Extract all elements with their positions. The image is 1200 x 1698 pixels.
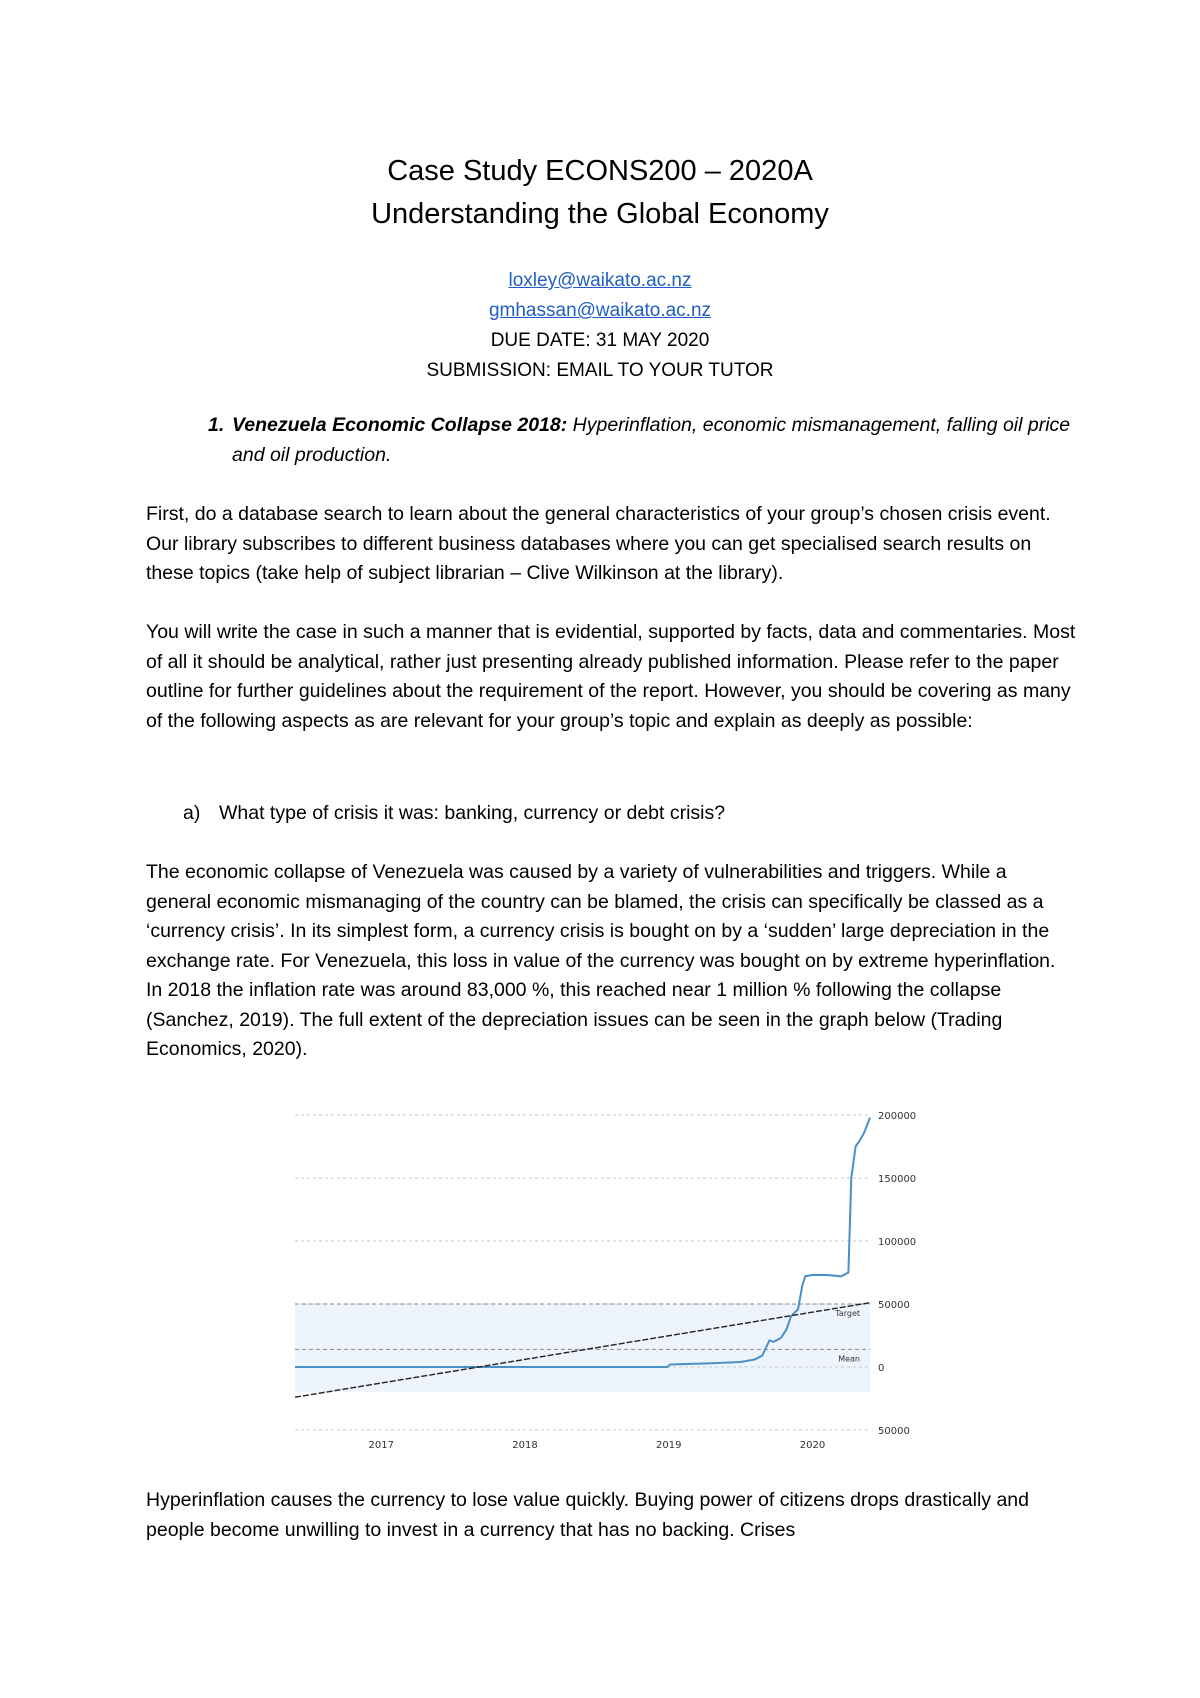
chart-y-tick-label: 50000 [878,1426,910,1437]
chart-y-tick-label: 200000 [878,1111,917,1122]
paragraph-hyperinflation: Hyperinflation causes the currency to lose value quickly. Buying power of citizens drops drastically and people become unwilling to invest in a currency that has no backing. Crises [146,1489,1029,1541]
chart-y-tick-label: 50000 [878,1300,910,1311]
paragraph-currency-crisis: The economic collapse of Venezuela was caused by a variety of vulnerabilities and triggers. While a general economic mismanaging of the country can be blamed, the crisis can specifically be classed as a ‘currency crisis’. In its simplest form, a currency crisis is bought on by a ‘sudden’ large depreciation in the exchange rate. For Venezuela, this loss in value of the currency was bought on by extreme hyperinflation. In 2018 the inflation rate was around 83,000 %, this reached near 1 million % following the collapse (Sanchez, 2019). The full extent of the depreciation issues can be seen in the graph below (Trading Economics, 2020). [146,861,1056,1060]
chart-x-tick-label: 2018 [512,1440,538,1451]
question-1-topic: Venezuela Economic Collapse 2018: [232,414,568,436]
chart-reference-label: Mean [838,1354,860,1364]
email-link-loxley[interactable]: loxley@waikato.ac.nz [508,270,692,291]
paragraph-case-instructions: You will write the case in such a manner that is evidential, supported by facts, data and commentaries. Most of all it should be analytical, rather just presenting already published information. Please refer to the paper outline for further guidelines about the requirement of the report. However, you should be covering as many of the following aspects as are relevant for your group’s topic and explain as deeply as possible: [146,621,1076,732]
chart-x-tick-label: 2019 [656,1440,682,1451]
exchange-rate-chart [280,1100,920,1451]
chart-reference-label: Target [835,1309,860,1318]
chart-x-tick-label: 2020 [799,1440,826,1451]
chart-shaded-band [295,1304,870,1392]
question-a-letter: a) [183,802,201,824]
chart-y-tick-label: 150000 [878,1174,917,1185]
email-link-gmhassan[interactable]: gmhassan@waikato.ac.nz [488,300,712,321]
title-block [0,150,1200,236]
chart-x-tick-label: 2017 [368,1440,394,1451]
chart-y-tick-label: 0 [878,1363,885,1374]
question-1-number: 1. [208,414,225,436]
question-1 [208,410,1092,470]
submission-instructions: SUBMISSION: EMAIL TO YOUR TUTOR [426,360,774,381]
due-date: DUE DATE: 31 MAY 2020 [490,330,710,351]
question-a-text: What type of crisis it was: banking, currency or debt crisis? [219,802,726,824]
document-title: Case Study ECONS200 – 2020A [387,155,813,187]
contact-block [0,266,1200,386]
paragraph-database-search: First, do a database search to learn about the general characteristics of your group’s chosen crisis event. Our library subscribes to different business databases where you can get specialised search results on these topics (take help of subject librarian – Clive Wilkinson at the library). [146,503,1051,584]
question-a [183,798,725,828]
chart-y-tick-label: 100000 [878,1237,917,1248]
document-subtitle: Understanding the Global Economy [371,198,829,230]
question-1-description: Hyperinflation, economic mismanagement, falling oil price and oil production. [232,414,1071,466]
